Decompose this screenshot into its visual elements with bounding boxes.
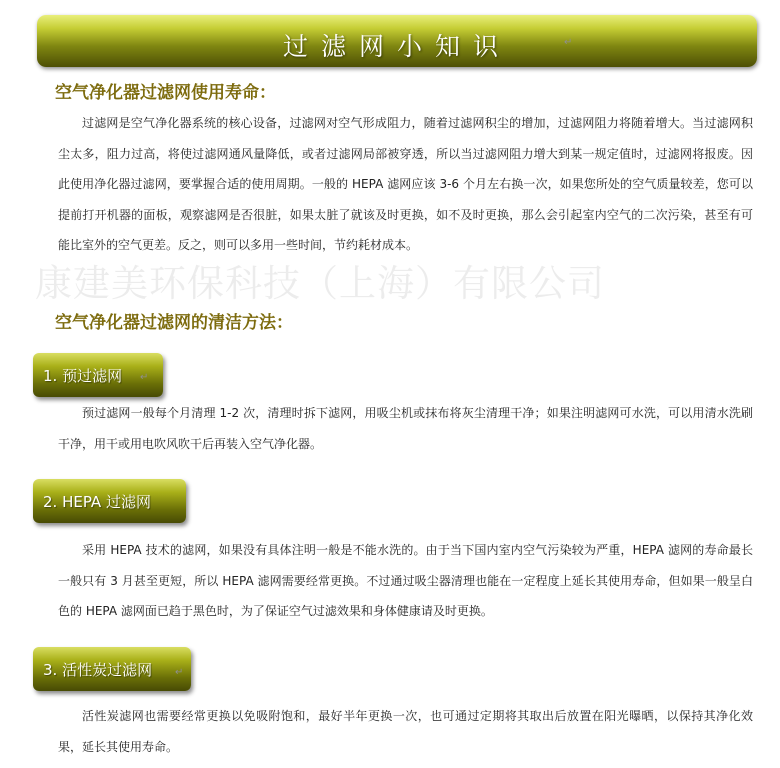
section-heading-lifespan: 空气净化器过滤网使用寿命： (55, 83, 276, 103)
section-tab-label: 1. 预过滤网 (43, 367, 123, 385)
carbon-filter-paragraph: 活性炭滤网也需要经常更换以免吸附饱和，最好半年更换一次，也可通过定期将其取出后放置在阳光曝晒，以保持其净化效果，延长其使用寿命。 (58, 709, 753, 754)
page-title: 过滤网小知识 (282, 32, 511, 61)
return-mark: ↵ (564, 37, 573, 48)
company-watermark: 康建美环保科技（上海）有限公司 (35, 262, 605, 305)
lifespan-paragraph: 过滤网是空气净化器系统的核心设备，过滤网对空气形成阻力，随着过滤网积尘的增加，过滤网阻力将随着增大。当过滤网积尘太多，阻力过高，将使过滤网通风量降低，或者过滤网局部被穿透，所以当过滤网阻力增大到某一规定值时，过滤网将报废。因此使用净化器过滤网，要掌握合适的使用周期。一般的 HEPA 滤网应该 3-6 个月左右换一次，如果您所处的空气质量较差，您可以提前打开机器的面板，观察滤网是否很脏，如果太脏了就该及时更换，如不及时更换，那么会引起室内空气的二次污染，甚至有可能比室外的空气更差。反之，则可以多用一些时间，节约耗材成本。 (58, 116, 753, 252)
pre-filter-paragraph: 预过滤网一般每个月清理 1-2 次，清理时拆下滤网，用吸尘机或抹布将灰尘清理干净；如果注明滤网可水洗，可以用清水洗刷干净，用干或用电吹风吹干后再装入空气净化器。 (58, 406, 753, 451)
return-mark: ↵ (140, 372, 149, 383)
hepa-filter-paragraph: 采用 HEPA 技术的滤网，如果没有具体注明一般是不能水洗的。由于当下国内室内空气污染较为严重，HEPA 滤网的寿命最长一般只有 3 月甚至更短，所以 HEPA 滤网需要经常更换。不过通过吸尘器清理也能在一定程度上延长其使用寿命，但如果一般呈白色的 HEPA 滤网面已趋于黑色时，为了保证空气过滤效果和身体健康请及时更换。 (58, 543, 753, 618)
return-mark: ↵ (175, 667, 184, 678)
title-banner (37, 15, 757, 67)
section-tab-carbon-filter (33, 647, 191, 691)
section-tab-hepa-filter (33, 479, 186, 523)
section-tab-pre-filter (33, 353, 163, 397)
section-tab-label: 3. 活性炭过滤网 (43, 661, 153, 679)
section-tab-label: 2. HEPA 过滤网 (43, 493, 151, 511)
section-heading-cleaning: 空气净化器过滤网的清洁方法： (55, 313, 293, 333)
